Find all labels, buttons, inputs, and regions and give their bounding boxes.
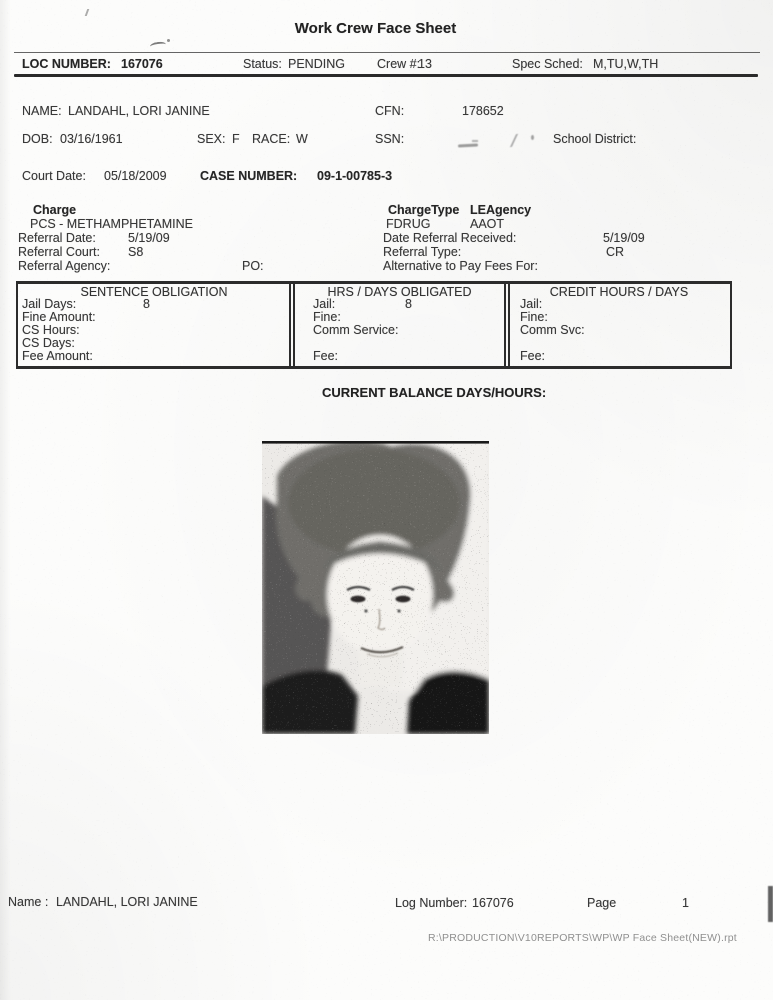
page-title: Work Crew Face Sheet <box>294 20 457 37</box>
fee-amount-label: Fee Amount: <box>22 349 93 363</box>
le-agency-label: LEAgency <box>470 203 532 217</box>
current-balance-heading: CURRENT BALANCE DAYS/HOURS: <box>322 385 547 400</box>
log-number-value: 167076 <box>472 896 514 910</box>
status-label: Status: <box>243 57 282 71</box>
court-date-label: Court Date: <box>22 169 86 183</box>
case-number-value: 09-1-00785-3 <box>317 169 393 183</box>
credit-fee-label: Fee: <box>520 349 546 363</box>
cfn-label: CFN: <box>375 104 405 118</box>
obligated-jail-value: 8 <box>405 297 412 311</box>
referral-type-value: CR <box>606 245 625 259</box>
fine-amount-label: Fine Amount: <box>22 310 96 324</box>
comm-svc-label: Comm Svc: <box>520 323 585 337</box>
crew-number-value: 13 <box>418 57 432 71</box>
name-label: NAME: <box>22 104 62 118</box>
ssn-redaction-smudge <box>472 140 478 142</box>
date-referral-received-label: Date Referral Received: <box>383 231 517 245</box>
crew-number-label: Crew #: <box>377 57 421 71</box>
scan-artifact <box>150 41 167 50</box>
status-value: PENDING <box>288 57 345 71</box>
loc-number-label: LOC NUMBER: <box>22 57 111 71</box>
credit-fine-label: Fine: <box>520 310 548 324</box>
referral-date-label: Referral Date: <box>18 231 96 245</box>
header-top-rule <box>14 52 760 53</box>
sex-label: SEX: <box>197 132 226 146</box>
obligated-fee-label: Fee: <box>313 349 339 363</box>
date-referral-received-value: 5/19/09 <box>603 231 645 245</box>
obligated-fine-label: Fine: <box>313 310 341 324</box>
cs-hours-label: CS Hours: <box>22 323 80 337</box>
referral-agency-label: Referral Agency: <box>18 259 111 273</box>
ssn-redaction-smudge <box>458 143 478 147</box>
box-divider-line <box>289 281 291 366</box>
referral-type-label: Referral Type: <box>383 245 462 259</box>
jail-days-label: Jail Days: <box>22 297 77 311</box>
race-value: W <box>296 132 308 146</box>
charge-value: PCS - METHAMPHETAMINE <box>30 217 193 231</box>
report-file-path: R:\PRODUCTION\V10REPORTS\WP\WP Face Sheet(NEW).rpt <box>428 932 737 944</box>
comm-service-label: Comm Service: <box>313 323 399 337</box>
loc-number-value: 167076 <box>121 57 163 71</box>
charge-type-value: FDRUG <box>386 217 431 231</box>
footer-name-value: LANDAHL, LORI JANINE <box>56 895 198 909</box>
po-label: PO: <box>242 259 264 273</box>
referral-court-label: Referral Court: <box>18 245 100 259</box>
credit-jail-label: Jail: <box>520 297 543 311</box>
hrs-days-obligated-title: HRS / DAYS OBLIGATED <box>327 285 472 299</box>
scan-artifact <box>85 9 96 16</box>
alternative-pay-fees-label: Alternative to Pay Fees For: <box>383 259 538 273</box>
dob-value: 03/16/1961 <box>60 132 123 146</box>
footer-name-label: Name : <box>8 895 49 909</box>
charge-type-label: ChargeType <box>388 203 460 217</box>
spec-sched-label: Spec Sched: <box>512 57 583 71</box>
ssn-label: SSN: <box>375 132 405 146</box>
dob-label: DOB: <box>22 132 53 146</box>
le-agency-value: AAOT <box>470 217 505 231</box>
referral-court-value: S8 <box>128 245 144 259</box>
name-value: LANDAHL, LORI JANINE <box>68 104 210 118</box>
court-date-value: 05/18/2009 <box>104 169 167 183</box>
case-number-label: CASE NUMBER: <box>200 169 298 183</box>
charge-label: Charge <box>33 203 77 217</box>
cs-days-label: CS Days: <box>22 336 75 350</box>
box-divider-line <box>504 281 506 366</box>
spec-sched-value: M,TU,W,TH <box>593 57 659 71</box>
scan-artifact <box>167 39 170 42</box>
ssn-redaction-smudge <box>531 135 534 140</box>
referral-date-value: 5/19/09 <box>128 231 170 245</box>
cfn-value: 178652 <box>462 104 504 118</box>
log-number-label: Log Number: <box>395 896 468 910</box>
school-district-label: School District: <box>553 132 637 146</box>
credit-hours-days-title: CREDIT HOURS / DAYS <box>549 285 689 299</box>
inmate-photo <box>262 441 489 734</box>
ssn-redaction-smudge <box>510 134 527 147</box>
jail-days-value: 8 <box>143 297 150 311</box>
race-label: RACE: <box>252 132 291 146</box>
scan-edge-artifact <box>768 886 773 922</box>
sex-value: F <box>232 132 240 146</box>
header-bottom-rule <box>14 74 758 77</box>
obligated-jail-label: Jail: <box>313 297 336 311</box>
page-number-value: 1 <box>682 896 689 910</box>
sentence-obligation-title: SENTENCE OBLIGATION <box>80 285 228 299</box>
page-label: Page <box>587 896 617 910</box>
